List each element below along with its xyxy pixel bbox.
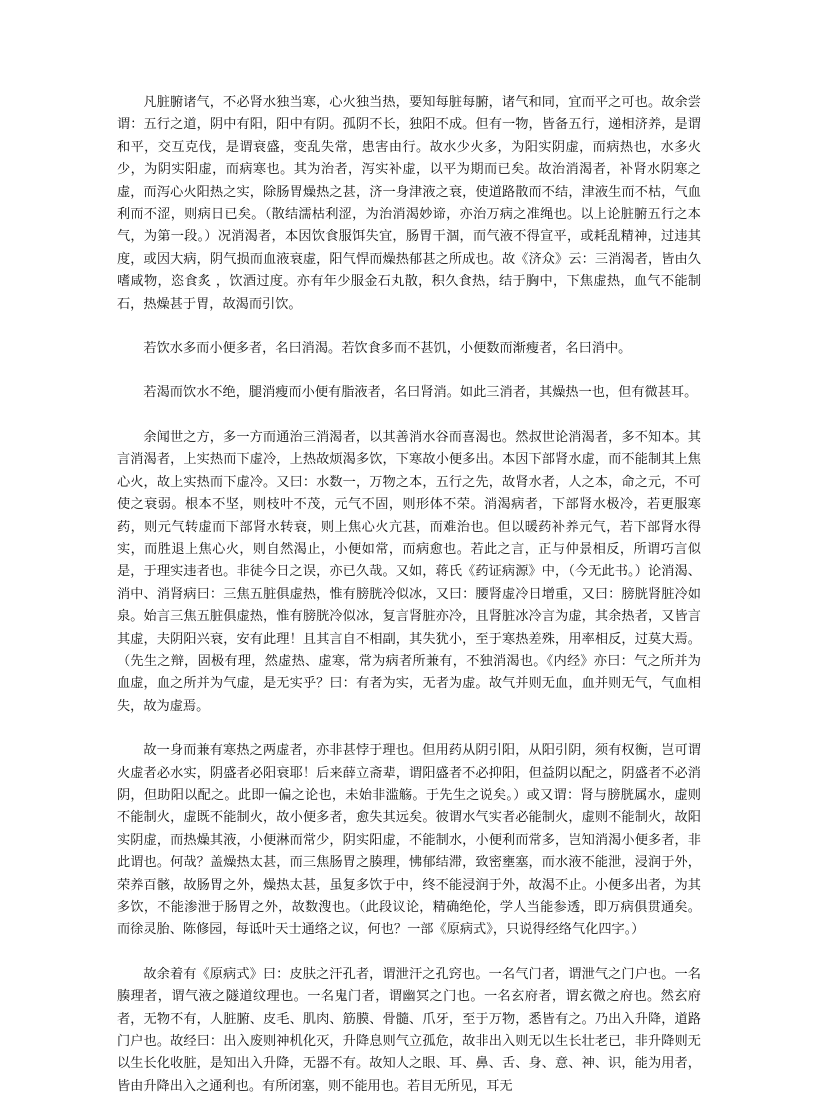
body-paragraph-3: 若渴而饮水不绝，腿消瘦而小便有脂液者，名曰肾消。如此三消者，其燥热一也，但有微甚耳。 <box>143 385 698 401</box>
body-paragraph-2: 若饮水多而小便多者，名曰消渴。若饮食多而不甚饥，小便数而渐瘦者，名曰消中。 <box>143 341 632 357</box>
body-paragraph-4: 余闻世之方，多一方而通治三消渴者，以其善消水谷而喜渴也。然叔世论消渴者，多不知本。其言消渴者，上实热而下虚冷，上热故烦渴多饮，下寒故小便多出。本因下部肾水虚，而不能制其上焦心火，故上实热而下虚冷。又曰：水数一，万物之本，五行之先，故肾水者，人之本，命之元，不可使之衰弱。根本不坚，则枝叶不茂，元气不固，则形体不荣。消渴病者，下部肾水极冷，若更服寒药，则元气转虚而下部肾水转衰，则上焦心火亢甚，而难治也。但以暖药补养元气，若下部肾水得实，而胜退上焦心火，则自然渴止，小便如常，而病愈也。若此之言，正与仲景相反，所谓巧言似是，于理实违者也。非徒今日之误，亦已久哉。又如，蒋氏《药证病源》中，（今无此书。）论消渴、消中、消肾病曰：三焦五脏俱虚热，惟有膀胱冷似冰，又曰：腰肾虚冷日增重，又曰：膀胱肾脏冷如泉。始言三焦五脏俱虚热，惟有膀胱冷似冰，复言肾脏亦冷，且肾脏冰冷言为虚，其余热者，又皆言其虚，夫阴阳兴衰，安有此理！且其言自不相副，其失犹小，至于寒热差殊，用率相反，过莫大焉。（先生之辩，固极有理，然虚热、虚寒，常为病者所兼有，不独消渴也。《内经》亦曰：气之所并为血虚，血之所并为气虚，是无实乎？曰：有者为实，无者为虚。故气并则无血，血并则无气，气血相失，故为虚焉。 <box>117 429 701 714</box>
document-page <box>117 92 701 1098</box>
body-paragraph-5: 故一身而兼有寒热之两虚者，亦非甚悖于理也。但用药从阴引阳，从阳引阴，须有权衡，岂可谓火虚者必水实，阴盛者必阳衰耶！后来薛立斋辈，谓阳盛者不必抑阳，但益阴以配之，阴盛者不必消阴，但助阳以配之。此即一偏之论也，未始非滥觞。于先生之说矣。）或又谓：肾与膀胱属水，虚则不能制火，虚既不能制火，故小便多者，愈失其远矣。彼谓水气实者必能制火，虚则不能制火，故阳实阴虚，而热燥其液，小便淋而常少，阴实阳虚，不能制水，小便利而常多，岂知消渴小便多者，非此谓也。何哉？盖燥热太甚，而三焦肠胃之腠理，怫郁结滞，致密壅塞，而水液不能泄，浸润于外，荣养百骸，故肠胃之外，燥热太甚，虽复多饮于中，终不能浸润于外，故渴不止。小便多出者，为其多饮，不能渗泄于肠胃之外，故数溲也。（此段议论，精确绝伦，学人当能参透，即万病俱贯通矣。而徐灵胎、陈修园，每诋叶天士通络之议，何也？一部《原病式》，只说得经络气化四字。） <box>117 743 701 938</box>
body-paragraph-1: 凡脏腑诸气，不必肾水独当寒，心火独当热，要知每脏每腑，诸气和同，宜而平之可也。故余尝谓：五行之道，阴中有阳，阳中有阴。孤阴不长，独阳不成。但有一物，皆备五行，递相济养，是谓和平，交互克伐，是谓衰盛，变乱失常，患害由行。故水少火多，为阳实阴虚，而病热也，水多火少，为阴实阳虚，而病寒也。其为治者，泻实补虚，以平为期而已矣。故治消渴者，补肾水阴寒之虚，而泻心火阳热之实，除肠胃燥热之甚，济一身津液之衰，使道路散而不结，津液生而不枯，气血利而不涩，则病日已矣。（散结濡枯利涩，为治消渴妙谛，亦治万病之准绳也。以上论脏腑五行之本气，为第一段。）况消渴者，本因饮食服饵失宜，肠胃干涸，而气液不得宣平，或耗乱精神，过违其度，或因大病，阴气损而血液衰虚，阳气悍而燥热郁甚之所成也。故《济众》云：三消渴者，皆由久嗜咸物，恣食炙 ，饮酒过度。亦有年少服金石丸散，积久食热，结于胸中，下焦虚热，血气不能制石，热燥甚于胃，故渴而引饮。 <box>117 95 701 312</box>
body-paragraph-6: 故余着有《原病式》曰：皮肤之汗孔者，谓泄汗之孔窍也。一名气门者，谓泄气之门户也。一名腠理者，谓气液之隧道纹理也。一名鬼门者，谓幽冥之门也。一名玄府者，谓玄微之府也。然玄府者，无物不有，人脏腑、皮毛、肌肉、筋膜、骨髓、爪牙，至于万物，悉皆有之。乃出入升降，道路门户也。故经曰：出入废则神机化灭，升降息则气立孤危，故非出入则无以生长壮老已，非升降则无以生长化收脏，是知出入升降，无器不有。故知人之眼、耳、鼻、舌、身、意、神、识，能为用者，皆由升降出入之通利也。有所闭塞，则不能用也。若目无所见，耳无 <box>117 966 701 1094</box>
